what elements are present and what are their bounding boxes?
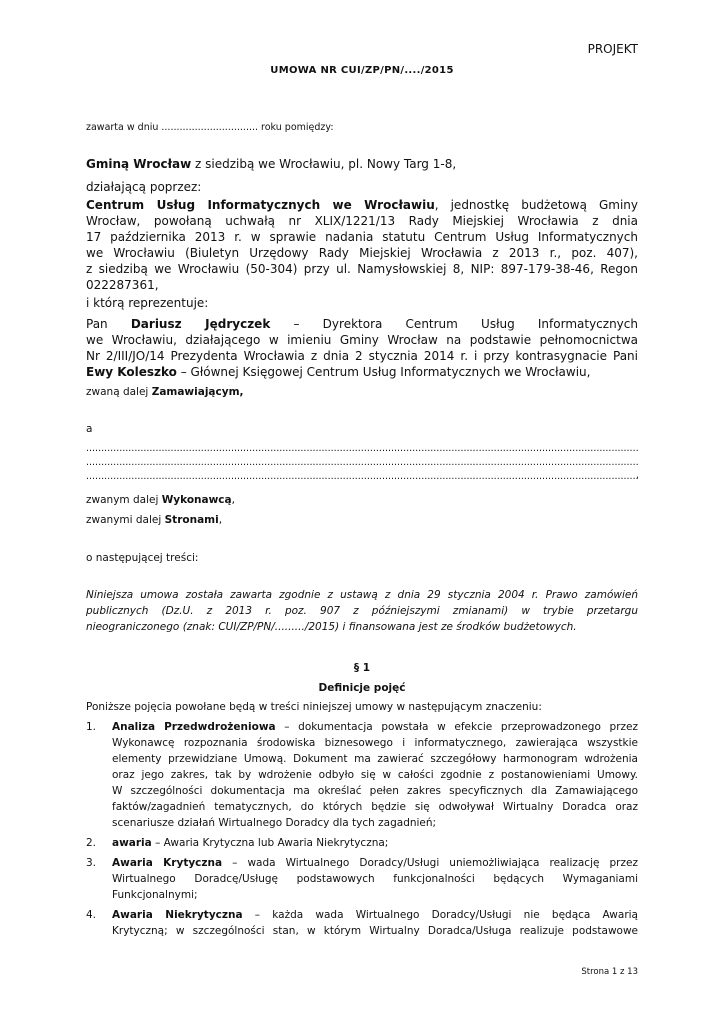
unit-line: z siedzibą we Wrocławiu (50-304) przy ul. Namysłowskiej 8, NIP: 897-179-38-46, Regon xyxy=(86,262,638,276)
preamble-line: nieograniczonego (znak: CUI/ZP/PN/........./2015) i finansowana jest ze środków budżetowych. xyxy=(86,621,577,633)
acting-through: działającą poprzez: xyxy=(86,180,202,194)
page-number: Strona 1 z 13 xyxy=(581,967,638,977)
concluded-date-line: zawarta w dniu ................................ roku pomiędzy: xyxy=(86,122,334,133)
preamble xyxy=(86,587,638,635)
fill-in-line xyxy=(86,442,638,456)
party1-role: Zamawiającym, xyxy=(151,386,244,398)
unit-name: Centrum Usług Informatycznych we Wrocławiu xyxy=(86,198,435,212)
rep-line: we Wrocławiu, działającego w imieniu Gminy Wrocław na podstawie pełnomocnictwa xyxy=(86,333,638,347)
definition-item: 2. awaria – Awaria Krytyczna lub Awaria Niekrytyczna; xyxy=(86,837,389,849)
parties-role: Stronami xyxy=(164,514,219,526)
preamble-line: publicznych (Dz.U. z 2013 r. poz. 907 z późniejszymi zmianami) w trybie przetargu xyxy=(86,605,638,617)
contract-title: UMOWA NR CUI/ZP/PN/..../2015 xyxy=(270,65,454,76)
content-intro: o następującej treści: xyxy=(86,552,199,564)
defined-term: Awaria Niekrytyczna xyxy=(112,909,243,921)
rep-line: Ewy Koleszko – Głównej Księgowej Centrum Usług Informatycznych we Wrocławiu, xyxy=(86,365,591,379)
party2-role-line: zwanym dalej Wykonawcą, xyxy=(86,494,235,506)
cosignatory-name: Ewy Koleszko xyxy=(86,365,177,379)
defined-term: Awaria Krytyczna xyxy=(112,857,223,869)
party1-name: Gminą Wrocław xyxy=(86,157,192,171)
fill-in-line xyxy=(86,470,638,484)
unit-line: Wrocław, powołaną uchwałą nr XLIX/1221/13 Rady Miejskiej Wrocławia z dnia xyxy=(86,214,638,228)
unit-line: 17 października 2013 r. w sprawie nadania statutu Centrum Usług Informatycznych xyxy=(86,230,638,244)
fill-in-line xyxy=(86,456,638,470)
item-number: 3. xyxy=(86,857,97,869)
contractor-fill-in xyxy=(86,442,638,484)
conjunction-a: a xyxy=(86,423,93,435)
fill-in-comma: , xyxy=(636,470,640,481)
representative-name: Dariusz Jędryczek xyxy=(130,317,271,331)
unit-line: 022287361, xyxy=(86,278,159,292)
representative-block xyxy=(86,316,638,380)
draft-label: PROJEKT xyxy=(587,42,638,56)
defined-term: awaria xyxy=(112,837,152,849)
unit-line: we Wrocławiu (Biuletyn Urzędowy Rady Miejskiej Wrocławia z 2013 r., poz. 407), xyxy=(86,246,638,260)
item-number: 1. xyxy=(86,721,97,733)
party1-name-line xyxy=(86,157,638,171)
definition-item: 3. Awaria Krytyczna – wada Wirtualnego Doradcy/Usługi uniemożliwiająca realizację przez Wirtualnego Doradcę/Usługę podstawowych funkcjonalności będących Wymaganiami Funkcjonalnymi; xyxy=(86,857,638,901)
rep-line: Pan Dariusz Jędryczek – Dyrektora Centrum Usług Informatycznych xyxy=(86,317,638,331)
definition-item: 4. Awaria Niekrytyczna – każda wada Wirtualnego Doradcy/Usługi nie będąca Awarią Krytyczną; w szczególności stan, w którym Wirtualny Doradca/Usługa realizuje podstawowe xyxy=(86,909,638,937)
party1-unit-block xyxy=(86,197,638,293)
represented-by: i którą reprezentuje: xyxy=(86,296,209,310)
party2-role: Wykonawcą xyxy=(161,494,232,506)
definition-item: 1. Analiza Przedwdrożeniowa – dokumentacja powstała w efekcie przeprowadzonego przez Wykonawcę rozpoznania środowiska biznesowego i informatycznego, zawierająca wszystkie elementy przewidziane Umową. Dokument ma zawierać szczegółowy harmonogram wdrożenia oraz jego zakres, tak by wdrożenie odbyło się w całości zgodnie z postanowieniami Umowy. W szczególności dokumentacja ma określać pełen zakres specyficznych dla Zamawiającego faktów/zagadnień tematycznych, do których będzie się odwoływał Wirtualny Doradca oraz scenariusze działań Wirtualnego Doradcy dla tych zagadnień; xyxy=(86,721,638,829)
parties-role-line: zwanymi dalej Stronami, xyxy=(86,514,223,526)
item-number: 4. xyxy=(86,909,97,921)
party1-role-line: zwaną dalej Zamawiającym, xyxy=(86,386,244,398)
party1-address: z siedzibą we Wrocławiu, pl. Nowy Targ 1-8, xyxy=(191,157,457,171)
unit-line: Centrum Usług Informatycznych we Wrocławiu, jednostkę budżetową Gminy xyxy=(86,198,638,212)
section-intro: Poniższe pojęcia powołane będą w treści niniejszej umowy w następującym znaczeniu: xyxy=(86,701,542,713)
section-heading: Definicje pojęć xyxy=(318,682,406,694)
section-number: § 1 xyxy=(353,662,371,674)
preamble-line: Niniejsza umowa została zawarta zgodnie z ustawą z dnia 29 stycznia 2004 r. Prawo zamówień xyxy=(86,589,638,601)
rep-line: Nr 2/III/JO/14 Prezydenta Wrocławia z dnia 2 stycznia 2014 r. i przy kontrasygnacie Pani xyxy=(86,349,638,363)
item-number: 2. xyxy=(86,837,97,849)
defined-term: Analiza Przedwdrożeniowa xyxy=(112,721,276,733)
